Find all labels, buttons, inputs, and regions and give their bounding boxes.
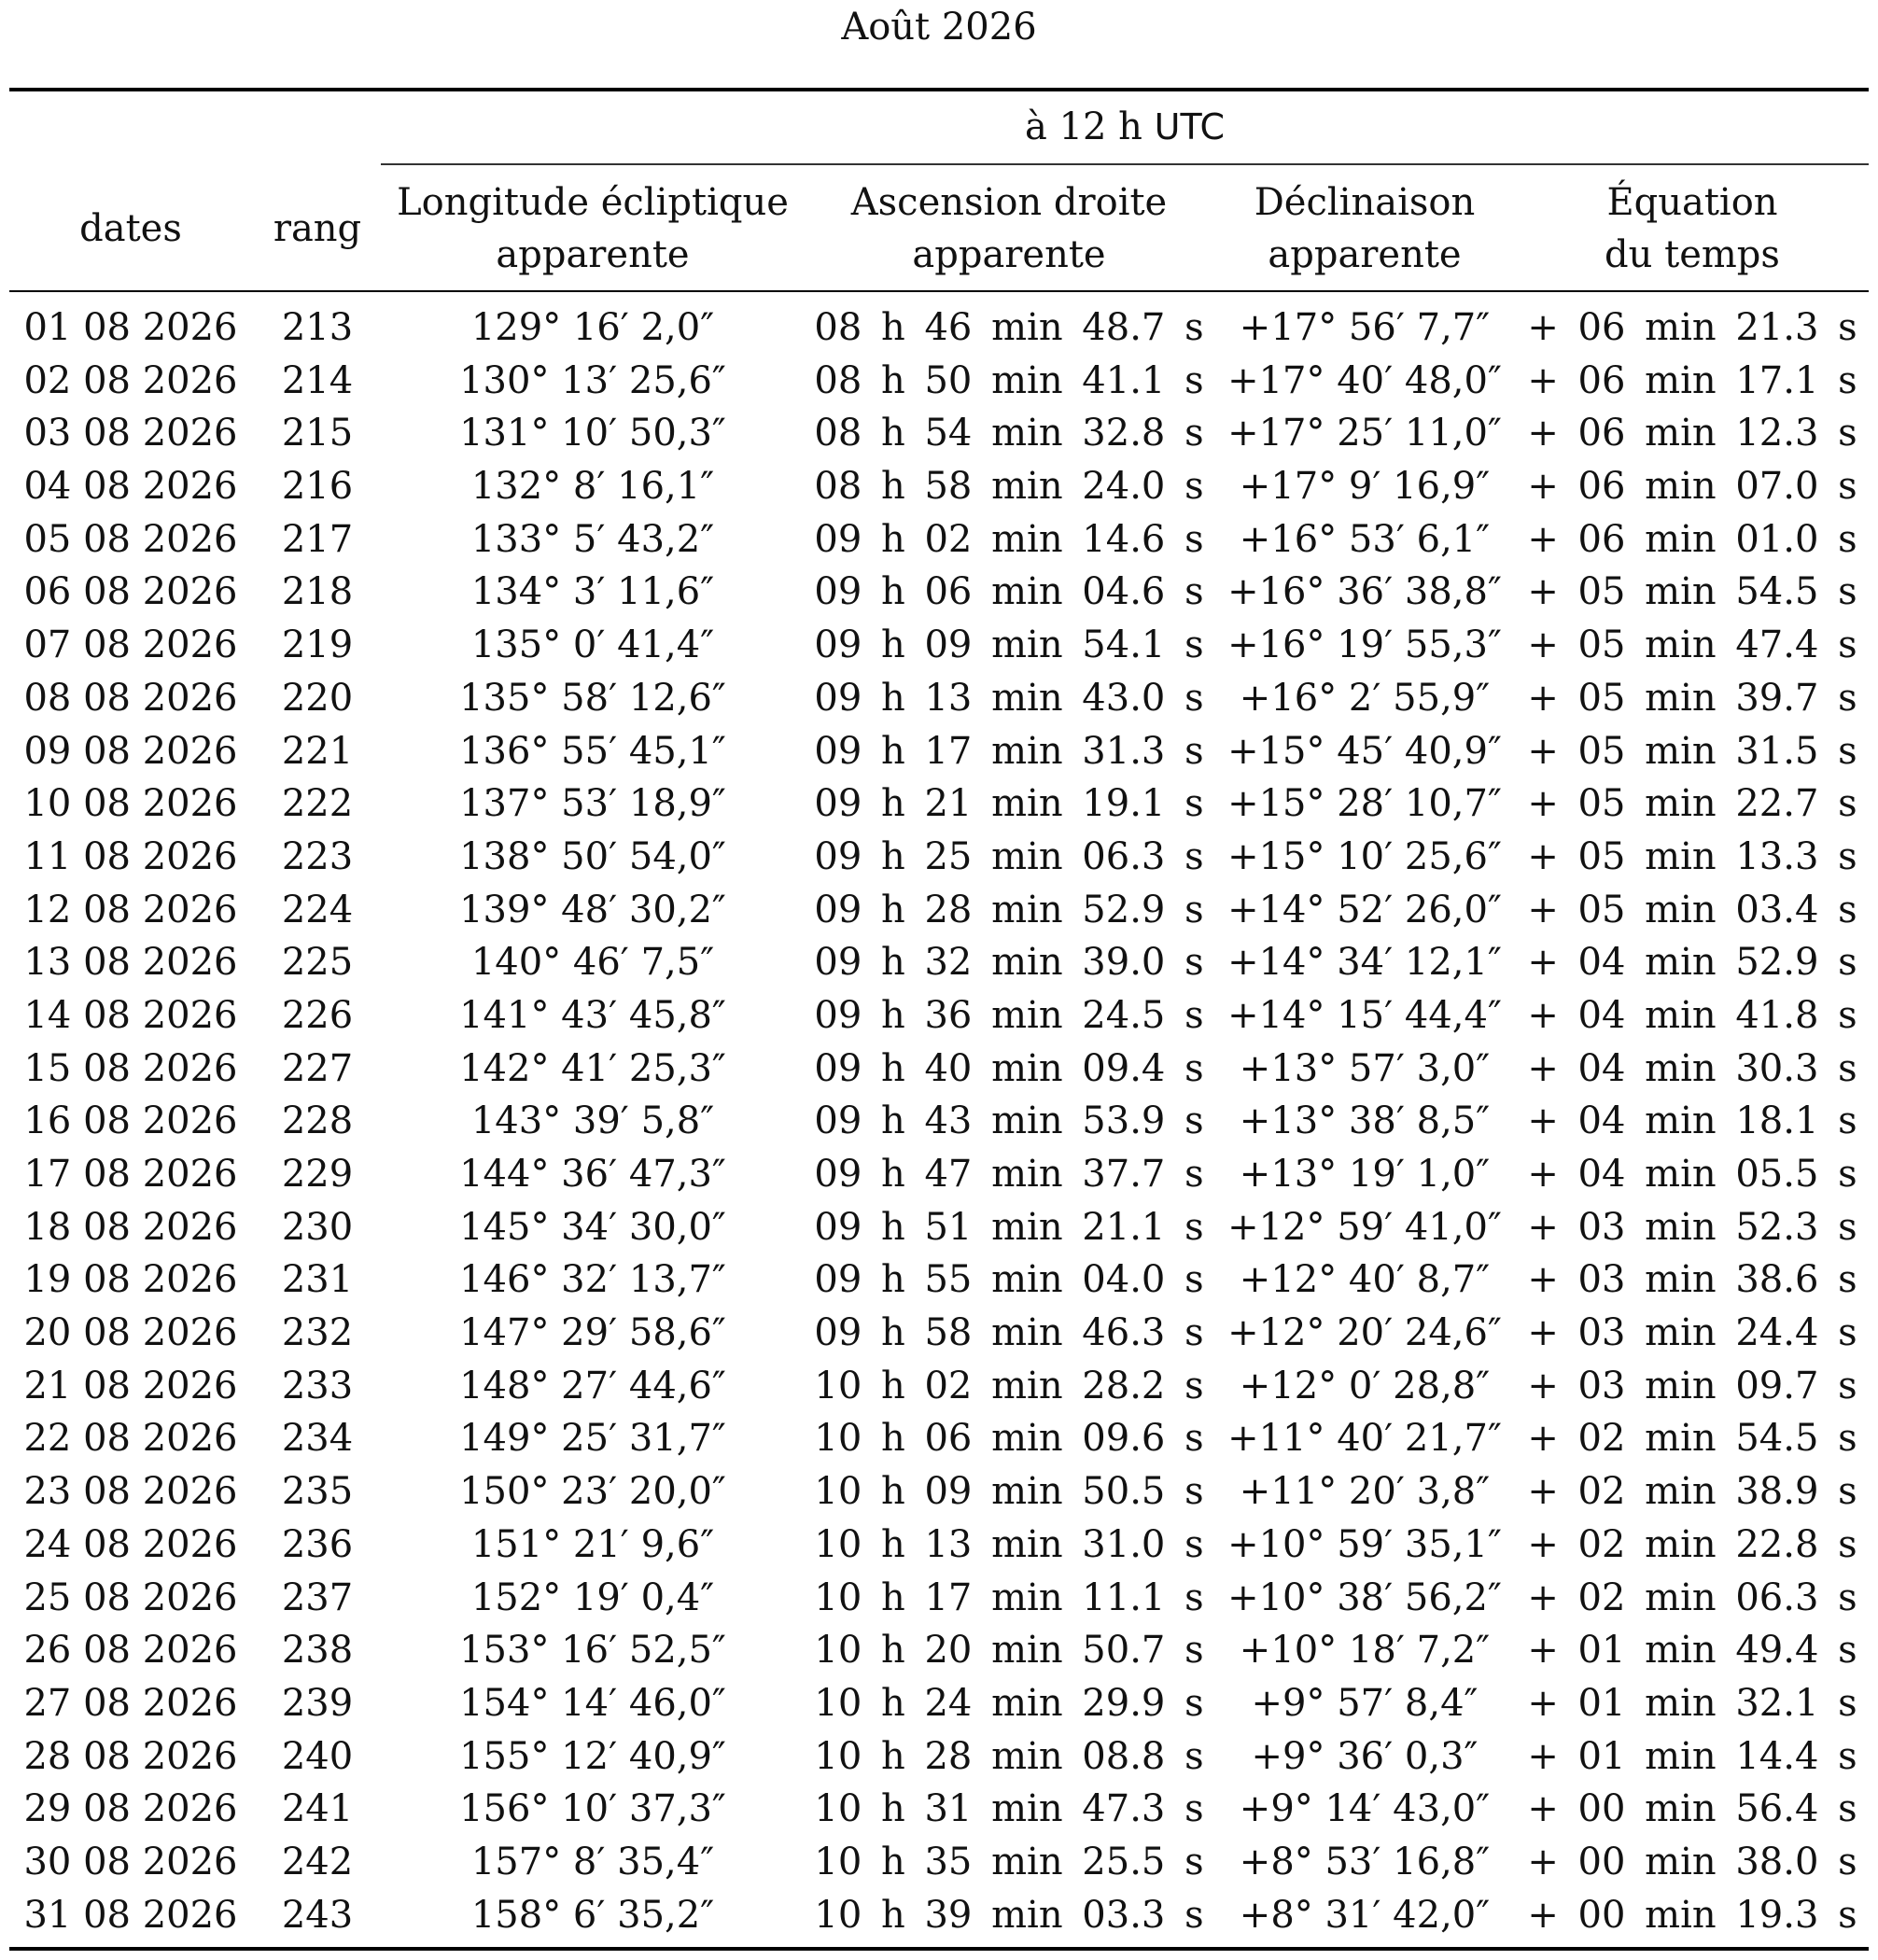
cell-right-ascension: 08 h 50 min 41.1 s — [814, 358, 1204, 402]
cell-longitude: 141° 43′ 45,8″ — [459, 993, 726, 1037]
cell-right-ascension: 09 h 28 min 52.9 s — [814, 888, 1204, 931]
cell-rang: 223 — [281, 834, 354, 878]
cell-date: 28 08 2026 — [23, 1734, 238, 1778]
column-header-declination — [1213, 176, 1516, 281]
cell-rang: 222 — [281, 782, 354, 826]
table-row — [0, 1730, 1878, 1784]
header-group-rule — [381, 163, 1869, 165]
header-utc-prefix: à 12 h — [1025, 105, 1142, 148]
cell-longitude: 142° 41′ 25,3″ — [459, 1046, 726, 1090]
cell-right-ascension: 10 h 39 min 03.3 s — [814, 1893, 1204, 1937]
cell-declination: +12° 59′ 41,0″ — [1227, 1205, 1502, 1249]
cell-right-ascension: 09 h 43 min 53.9 s — [814, 1099, 1204, 1143]
cell-equation-of-time: + 06 min 17.1 s — [1527, 358, 1857, 402]
column-header-dec-line2: apparente — [1268, 233, 1462, 276]
table-row — [0, 1360, 1878, 1413]
cell-declination: +12° 20′ 24,6″ — [1227, 1311, 1502, 1355]
cell-right-ascension: 10 h 13 min 31.0 s — [814, 1522, 1204, 1566]
cell-rang: 235 — [281, 1470, 354, 1514]
cell-right-ascension: 08 h 54 min 32.8 s — [814, 412, 1204, 455]
cell-declination: +12° 0′ 28,8″ — [1239, 1364, 1491, 1407]
cell-declination: +14° 52′ 26,0″ — [1227, 888, 1502, 931]
cell-equation-of-time: + 00 min 19.3 s — [1527, 1893, 1857, 1937]
cell-equation-of-time: + 04 min 41.8 s — [1527, 993, 1857, 1037]
cell-declination: +10° 59′ 35,1″ — [1227, 1522, 1502, 1566]
cell-longitude: 149° 25′ 31,7″ — [459, 1417, 726, 1461]
cell-rang: 232 — [281, 1311, 354, 1355]
cell-rang: 216 — [281, 465, 354, 509]
cell-equation-of-time: + 02 min 38.9 s — [1527, 1470, 1857, 1514]
column-header-eqt-line2: du temps — [1605, 233, 1780, 276]
table-row — [0, 989, 1878, 1043]
table-row — [0, 1465, 1878, 1519]
cell-rang: 214 — [281, 358, 354, 402]
table-row — [0, 884, 1878, 937]
cell-date: 10 08 2026 — [23, 782, 238, 826]
cell-right-ascension: 09 h 47 min 37.7 s — [814, 1153, 1204, 1196]
cell-rang: 218 — [281, 570, 354, 614]
cell-declination: +13° 19′ 1,0″ — [1239, 1153, 1491, 1196]
cell-date: 22 08 2026 — [23, 1417, 238, 1461]
cell-longitude: 135° 58′ 12,6″ — [459, 676, 726, 720]
cell-rang: 217 — [281, 517, 354, 561]
cell-equation-of-time: + 05 min 03.4 s — [1527, 888, 1857, 931]
cell-declination: +13° 38′ 8,5″ — [1239, 1099, 1491, 1143]
cell-rang: 233 — [281, 1364, 354, 1407]
table-row — [0, 936, 1878, 989]
cell-equation-of-time: + 04 min 05.5 s — [1527, 1153, 1857, 1196]
cell-right-ascension: 10 h 20 min 50.7 s — [814, 1629, 1204, 1673]
cell-longitude: 136° 55′ 45,1″ — [459, 729, 726, 773]
cell-declination: +14° 15′ 44,4″ — [1227, 993, 1502, 1037]
cell-longitude: 137° 53′ 18,9″ — [459, 782, 726, 826]
cell-date: 05 08 2026 — [23, 517, 238, 561]
table-row — [0, 1624, 1878, 1677]
table-row — [0, 672, 1878, 725]
cell-longitude: 135° 0′ 41,4″ — [470, 623, 715, 667]
page-title: Août 2026 — [841, 6, 1037, 49]
table-row — [0, 831, 1878, 884]
table-row — [0, 1148, 1878, 1201]
cell-longitude: 148° 27′ 44,6″ — [459, 1364, 726, 1407]
column-header-equation-of-time — [1516, 176, 1869, 281]
cell-right-ascension: 08 h 58 min 24.0 s — [814, 465, 1204, 509]
cell-rang: 227 — [281, 1046, 354, 1090]
cell-right-ascension: 10 h 17 min 11.1 s — [814, 1575, 1204, 1619]
cell-date: 24 08 2026 — [23, 1522, 238, 1566]
cell-equation-of-time: + 04 min 52.9 s — [1527, 941, 1857, 985]
table-row — [0, 513, 1878, 567]
cell-declination: +17° 56′ 7,7″ — [1239, 306, 1491, 349]
cell-declination: +13° 57′ 3,0″ — [1239, 1046, 1491, 1090]
cell-date: 11 08 2026 — [23, 834, 238, 878]
cell-longitude: 134° 3′ 11,6″ — [470, 570, 715, 614]
cell-longitude: 153° 16′ 52,5″ — [459, 1629, 726, 1673]
cell-longitude: 157° 8′ 35,4″ — [470, 1840, 715, 1883]
cell-longitude: 131° 10′ 50,3″ — [459, 412, 726, 455]
table-row — [0, 566, 1878, 619]
table-row — [0, 301, 1878, 355]
cell-right-ascension: 09 h 13 min 43.0 s — [814, 676, 1204, 720]
cell-right-ascension: 08 h 46 min 48.7 s — [814, 306, 1204, 349]
cell-date: 31 08 2026 — [23, 1893, 238, 1937]
cell-declination: +9° 36′ 0,3″ — [1251, 1734, 1479, 1778]
cell-equation-of-time: + 06 min 21.3 s — [1527, 306, 1857, 349]
cell-equation-of-time: + 05 min 54.5 s — [1527, 570, 1857, 614]
cell-equation-of-time: + 03 min 09.7 s — [1527, 1364, 1857, 1407]
cell-rang: 224 — [281, 888, 354, 931]
cell-rang: 237 — [281, 1575, 354, 1619]
table-row — [0, 1201, 1878, 1254]
cell-longitude: 132° 8′ 16,1″ — [470, 465, 715, 509]
cell-declination: +10° 38′ 56,2″ — [1227, 1575, 1502, 1619]
cell-declination: +8° 53′ 16,8″ — [1239, 1840, 1491, 1883]
cell-date: 23 08 2026 — [23, 1470, 238, 1514]
cell-right-ascension: 09 h 25 min 06.3 s — [814, 834, 1204, 878]
table-row — [0, 1783, 1878, 1836]
table-row — [0, 355, 1878, 408]
cell-longitude: 156° 10′ 37,3″ — [459, 1787, 726, 1831]
cell-date: 08 08 2026 — [23, 676, 238, 720]
column-header-longitude-line1: Longitude écliptique — [397, 181, 789, 224]
table-row — [0, 1095, 1878, 1148]
cell-rang: 230 — [281, 1205, 354, 1249]
cell-longitude: 150° 23′ 20,0″ — [459, 1470, 726, 1514]
cell-declination: +11° 20′ 3,8″ — [1239, 1470, 1491, 1514]
cell-declination: +15° 28′ 10,7″ — [1227, 782, 1502, 826]
column-header-dates: dates — [79, 207, 182, 250]
column-header-right-ascension — [805, 176, 1213, 281]
cell-equation-of-time: + 00 min 56.4 s — [1527, 1787, 1857, 1831]
cell-equation-of-time: + 01 min 49.4 s — [1527, 1629, 1857, 1673]
cell-right-ascension: 10 h 31 min 47.3 s — [814, 1787, 1204, 1831]
table-body — [0, 301, 1878, 1941]
cell-right-ascension: 09 h 58 min 46.3 s — [814, 1311, 1204, 1355]
cell-date: 21 08 2026 — [23, 1364, 238, 1407]
cell-longitude: 133° 5′ 43,2″ — [470, 517, 715, 561]
table-row — [0, 460, 1878, 513]
cell-equation-of-time: + 05 min 31.5 s — [1527, 729, 1857, 773]
cell-right-ascension: 09 h 17 min 31.3 s — [814, 729, 1204, 773]
cell-right-ascension: 09 h 55 min 04.0 s — [814, 1258, 1204, 1302]
cell-longitude: 143° 39′ 5,8″ — [470, 1099, 715, 1143]
cell-rang: 241 — [281, 1787, 354, 1831]
cell-equation-of-time: + 06 min 07.0 s — [1527, 465, 1857, 509]
cell-rang: 220 — [281, 676, 354, 720]
cell-equation-of-time: + 05 min 13.3 s — [1527, 834, 1857, 878]
cell-declination: +16° 53′ 6,1″ — [1239, 517, 1491, 561]
cell-right-ascension: 10 h 09 min 50.5 s — [814, 1470, 1204, 1514]
cell-right-ascension: 09 h 09 min 54.1 s — [814, 623, 1204, 667]
table-row — [0, 1889, 1878, 1942]
cell-right-ascension: 09 h 06 min 04.6 s — [814, 570, 1204, 614]
cell-longitude: 129° 16′ 2,0″ — [470, 306, 715, 349]
cell-longitude: 140° 46′ 7,5″ — [470, 941, 715, 985]
cell-date: 27 08 2026 — [23, 1681, 238, 1725]
cell-rang: 228 — [281, 1099, 354, 1143]
cell-date: 13 08 2026 — [23, 941, 238, 985]
column-header-rang: rang — [273, 207, 362, 250]
cell-right-ascension: 10 h 06 min 09.6 s — [814, 1417, 1204, 1461]
table-top-rule — [9, 88, 1869, 91]
cell-longitude: 155° 12′ 40,9″ — [459, 1734, 726, 1778]
cell-date: 03 08 2026 — [23, 412, 238, 455]
cell-date: 25 08 2026 — [23, 1575, 238, 1619]
table-row — [0, 725, 1878, 778]
cell-declination: +15° 10′ 25,6″ — [1227, 834, 1502, 878]
cell-right-ascension: 09 h 21 min 19.1 s — [814, 782, 1204, 826]
cell-longitude: 146° 32′ 13,7″ — [459, 1258, 726, 1302]
cell-date: 19 08 2026 — [23, 1258, 238, 1302]
cell-date: 04 08 2026 — [23, 465, 238, 509]
cell-longitude: 144° 36′ 47,3″ — [459, 1153, 726, 1196]
table-row — [0, 1307, 1878, 1360]
cell-date: 06 08 2026 — [23, 570, 238, 614]
column-header-eqt-line1: Équation — [1606, 181, 1778, 224]
cell-declination: +12° 40′ 8,7″ — [1239, 1258, 1491, 1302]
cell-declination: +9° 57′ 8,4″ — [1251, 1681, 1479, 1725]
table-row — [0, 777, 1878, 831]
cell-longitude: 145° 34′ 30,0″ — [459, 1205, 726, 1249]
cell-date: 02 08 2026 — [23, 358, 238, 402]
cell-declination: +16° 19′ 55,3″ — [1227, 623, 1502, 667]
cell-equation-of-time: + 03 min 24.4 s — [1527, 1311, 1857, 1355]
table-row — [0, 1677, 1878, 1730]
column-header-ra-line2: apparente — [912, 233, 1106, 276]
cell-equation-of-time: + 05 min 47.4 s — [1527, 623, 1857, 667]
cell-equation-of-time: + 06 min 12.3 s — [1527, 412, 1857, 455]
cell-right-ascension: 09 h 51 min 21.1 s — [814, 1205, 1204, 1249]
cell-equation-of-time: + 06 min 01.0 s — [1527, 517, 1857, 561]
cell-rang: 243 — [281, 1893, 354, 1937]
cell-date: 07 08 2026 — [23, 623, 238, 667]
header-bottom-rule — [9, 290, 1869, 292]
cell-date: 18 08 2026 — [23, 1205, 238, 1249]
cell-longitude: 151° 21′ 9,6″ — [470, 1522, 715, 1566]
cell-right-ascension: 10 h 02 min 28.2 s — [814, 1364, 1204, 1407]
cell-declination: +9° 14′ 43,0″ — [1239, 1787, 1491, 1831]
cell-equation-of-time: + 02 min 06.3 s — [1527, 1575, 1857, 1619]
cell-right-ascension: 09 h 02 min 14.6 s — [814, 517, 1204, 561]
cell-equation-of-time: + 03 min 52.3 s — [1527, 1205, 1857, 1249]
table-row — [0, 1572, 1878, 1625]
cell-rang: 226 — [281, 993, 354, 1037]
table-row — [0, 1836, 1878, 1889]
column-header-longitude-line2: apparente — [496, 233, 690, 276]
cell-declination: +17° 40′ 48,0″ — [1227, 358, 1502, 402]
cell-declination: +17° 25′ 11,0″ — [1227, 412, 1502, 455]
table-row — [0, 1043, 1878, 1096]
cell-right-ascension: 10 h 24 min 29.9 s — [814, 1681, 1204, 1725]
table-row — [0, 407, 1878, 460]
cell-rang: 229 — [281, 1153, 354, 1196]
table-row — [0, 1253, 1878, 1307]
cell-date: 29 08 2026 — [23, 1787, 238, 1831]
cell-rang: 240 — [281, 1734, 354, 1778]
cell-equation-of-time: + 03 min 38.6 s — [1527, 1258, 1857, 1302]
cell-rang: 234 — [281, 1417, 354, 1461]
cell-date: 16 08 2026 — [23, 1099, 238, 1143]
cell-equation-of-time: + 00 min 38.0 s — [1527, 1840, 1857, 1883]
column-header-longitude — [381, 176, 805, 281]
header-utc-suffix: UTC — [1154, 106, 1225, 147]
cell-declination: +16° 2′ 55,9″ — [1239, 676, 1491, 720]
cell-longitude: 147° 29′ 58,6″ — [459, 1311, 726, 1355]
cell-declination: +17° 9′ 16,9″ — [1239, 465, 1491, 509]
cell-equation-of-time: + 01 min 32.1 s — [1527, 1681, 1857, 1725]
table-row — [0, 1412, 1878, 1465]
cell-equation-of-time: + 04 min 18.1 s — [1527, 1099, 1857, 1143]
cell-date: 20 08 2026 — [23, 1311, 238, 1355]
cell-right-ascension: 09 h 40 min 09.4 s — [814, 1046, 1204, 1090]
cell-equation-of-time: + 01 min 14.4 s — [1527, 1734, 1857, 1778]
cell-longitude: 139° 48′ 30,2″ — [459, 888, 726, 931]
cell-declination: +8° 31′ 42,0″ — [1239, 1893, 1491, 1937]
cell-declination: +11° 40′ 21,7″ — [1227, 1417, 1502, 1461]
cell-equation-of-time: + 05 min 39.7 s — [1527, 676, 1857, 720]
cell-right-ascension: 10 h 28 min 08.8 s — [814, 1734, 1204, 1778]
cell-right-ascension: 09 h 36 min 24.5 s — [814, 993, 1204, 1037]
cell-rang: 213 — [281, 306, 354, 349]
cell-date: 17 08 2026 — [23, 1153, 238, 1196]
cell-right-ascension: 09 h 32 min 39.0 s — [814, 941, 1204, 985]
cell-right-ascension: 10 h 35 min 25.5 s — [814, 1840, 1204, 1883]
column-header-dec-line1: Déclinaison — [1254, 181, 1476, 224]
cell-date: 26 08 2026 — [23, 1629, 238, 1673]
cell-equation-of-time: + 05 min 22.7 s — [1527, 782, 1857, 826]
cell-date: 14 08 2026 — [23, 993, 238, 1037]
cell-declination: +14° 34′ 12,1″ — [1227, 941, 1502, 985]
cell-equation-of-time: + 04 min 30.3 s — [1527, 1046, 1857, 1090]
cell-rang: 219 — [281, 623, 354, 667]
header-utc-group — [381, 101, 1869, 153]
column-header-ra-line1: Ascension droite — [850, 181, 1168, 224]
cell-declination: +16° 36′ 38,8″ — [1227, 570, 1502, 614]
cell-rang: 239 — [281, 1681, 354, 1725]
cell-longitude: 152° 19′ 0,4″ — [470, 1575, 715, 1619]
table-bottom-rule — [9, 1947, 1869, 1951]
cell-longitude: 138° 50′ 54,0″ — [459, 834, 726, 878]
cell-longitude: 158° 6′ 35,2″ — [470, 1893, 715, 1937]
cell-date: 09 08 2026 — [23, 729, 238, 773]
cell-rang: 238 — [281, 1629, 354, 1673]
cell-declination: +10° 18′ 7,2″ — [1239, 1629, 1491, 1673]
cell-rang: 225 — [281, 941, 354, 985]
cell-date: 15 08 2026 — [23, 1046, 238, 1090]
cell-rang: 231 — [281, 1258, 354, 1302]
cell-equation-of-time: + 02 min 54.5 s — [1527, 1417, 1857, 1461]
cell-rang: 221 — [281, 729, 354, 773]
cell-rang: 215 — [281, 412, 354, 455]
cell-declination: +15° 45′ 40,9″ — [1227, 729, 1502, 773]
table-row — [0, 1519, 1878, 1572]
table-row — [0, 619, 1878, 672]
cell-longitude: 130° 13′ 25,6″ — [459, 358, 726, 402]
cell-rang: 236 — [281, 1522, 354, 1566]
cell-date: 01 08 2026 — [23, 306, 238, 349]
cell-rang: 242 — [281, 1840, 354, 1883]
cell-equation-of-time: + 02 min 22.8 s — [1527, 1522, 1857, 1566]
cell-longitude: 154° 14′ 46,0″ — [459, 1681, 726, 1725]
cell-date: 12 08 2026 — [23, 888, 238, 931]
cell-date: 30 08 2026 — [23, 1840, 238, 1883]
